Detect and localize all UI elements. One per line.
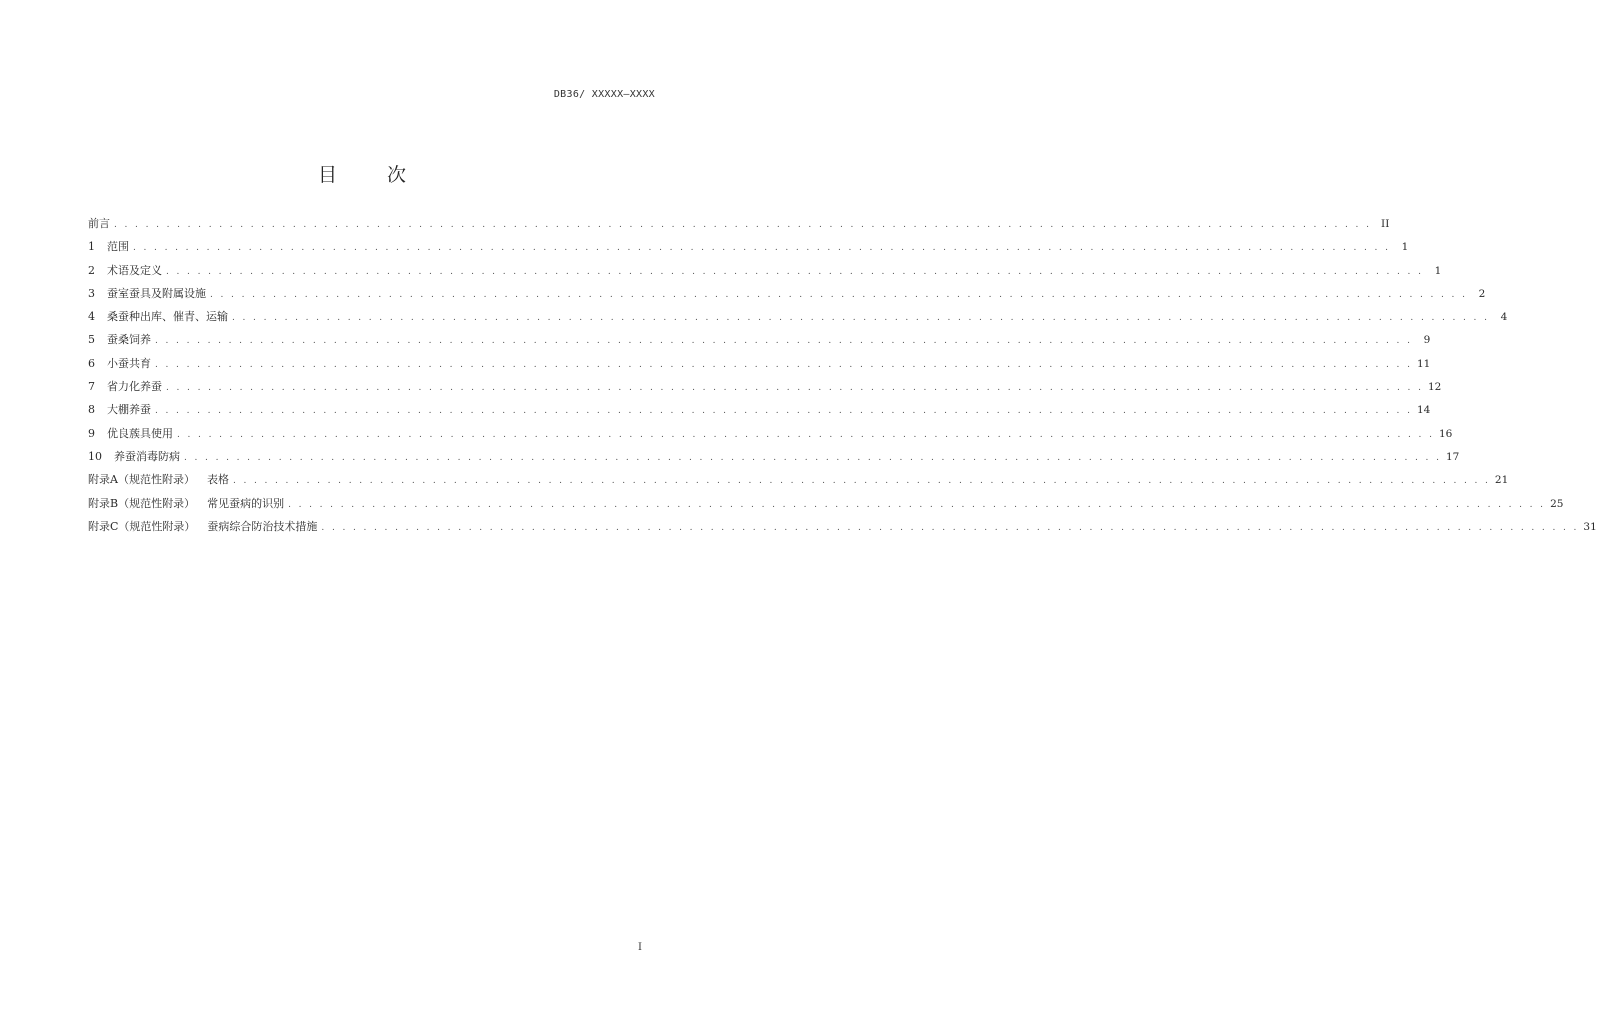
toc-entry-page: 9 bbox=[1423, 334, 1431, 347]
toc-entry-text: 术语及定义 bbox=[107, 263, 162, 277]
toc-entry-number: 1 bbox=[88, 240, 95, 254]
toc-leader-dots: . . . . . . . . . . . . . . . . . . . . . . . . . . . . . . . . . . . . . . . . . . . . . . . . . . . . . . . . . . . . . . . . . . . . . . . . . . . . . . . . . . . . . . . . . . . . . . . . . . . . . . . . . . . . . . . . . . . . . . . . bbox=[155, 406, 1413, 417]
toc-leader-dots: . . . . . . . . . . . . . . . . . . . . . . . . . . . . . . . . . . . . . . . . . . . . . . . . . . . . . . . . . . . . . . . . . . . . . . . . . . . . . . . . . . . . . . . . . . . . . . . . . . . . . . . . . . . . . . . . . . . . . . . . bbox=[232, 313, 1490, 324]
toc-entry[interactable] bbox=[88, 496, 1564, 520]
toc-leader-dots: . . . . . . . . . . . . . . . . . . . . . . . . . . . . . . . . . . . . . . . . . . . . . . . . . . . . . . . . . . . . . . . . . . . . . . . . . . . . . . . . . . . . . . . . . . . . . . . . . . . . . . . . . . . . . . . . . . . . . . . . bbox=[155, 359, 1413, 370]
toc-leader-dots: . . . . . . . . . . . . . . . . . . . . . . . . . . . . . . . . . . . . . . . . . . . . . . . . . . . . . . . . . . . . . . . . . . . . . . . . . . . . . . . . . . . . . . . . . . . . . . . . . . . . . . . . . . . . . . . . . . . . . . . . bbox=[133, 243, 1391, 254]
toc-entry-label bbox=[88, 287, 206, 301]
toc-entry[interactable] bbox=[88, 333, 1431, 356]
toc-leader-dots: . . . . . . . . . . . . . . . . . . . . . . . . . . . . . . . . . . . . . . . . . . . . . . . . . . . . . . . . . . . . . . . . . . . . . . . . . . . . . . . . . . . . . . . . . . . . . . . . . . . . . . . . . . . . . . . . . . . . . . . . bbox=[114, 220, 1372, 230]
toc-entry[interactable] bbox=[88, 286, 1486, 310]
toc-entry-page: 11 bbox=[1416, 357, 1431, 370]
toc-entry-text: 桑蚕种出库、催青、运输 bbox=[107, 310, 228, 324]
page-title: 目 次 bbox=[317, 164, 429, 186]
toc-entry-text: 优良蔟具使用 bbox=[107, 426, 173, 440]
toc-leader-dots: . . . . . . . . . . . . . . . . . . . . . . . . . . . . . . . . . . . . . . . . . . . . . . . . . . . . . . . . . . . . . . . . . . . . . . . . . . . . . . . . . . . . . . . . . . . . . . . . . . . . . . . . . . . . . . . . . . . . . . . . bbox=[184, 452, 1442, 463]
toc-entry-number: 附录C（规范性附录） bbox=[88, 519, 196, 533]
toc-entry-label bbox=[88, 450, 180, 464]
toc-entry[interactable] bbox=[88, 263, 1442, 287]
toc-entry-label bbox=[88, 427, 173, 441]
page-number: I bbox=[638, 942, 642, 953]
toc-entry-page: 16 bbox=[1438, 427, 1453, 440]
toc-leader-dots: . . . . . . . . . . . . . . . . . . . . . . . . . . . . . . . . . . . . . . . . . . . . . . . . . . . . . . . . . . . . . . . . . . . . . . . . . . . . . . . . . . . . . . . . . . . . . . . . . . . . . . . . . . . . . . . . . . . . . . . . bbox=[177, 429, 1435, 440]
toc-entry-text: 大棚养蚕 bbox=[107, 403, 151, 417]
toc-entry[interactable] bbox=[88, 310, 1508, 333]
toc-entry-number: 7 bbox=[88, 380, 95, 394]
toc-leader-dots: . . . . . . . . . . . . . . . . . . . . . . . . . . . . . . . . . . . . . . . . . . . . . . . . . . . . . . . . . . . . . . . . . . . . . . . . . . . . . . . . . . . . . . . . . . . . . . . . . . . . . . . . . . . . . . . . . . . . . . . . bbox=[166, 383, 1424, 394]
toc-entry-number: 4 bbox=[88, 310, 95, 324]
toc-entry-label bbox=[88, 473, 229, 487]
toc-leader-dots: . . . . . . . . . . . . . . . . . . . . . . . . . . . . . . . . . . . . . . . . . . . . . . . . . . . . . . . . . . . . . . . . . . . . . . . . . . . . . . . . . . . . . . . . . . . . . . . . . . . . . . . . . . . . . . . . . . . . . . . . bbox=[166, 266, 1424, 277]
toc-entry-page: 25 bbox=[1550, 497, 1564, 510]
toc-entry-number: 5 bbox=[88, 333, 95, 347]
toc-entry-page: 2 bbox=[1478, 287, 1486, 300]
toc-entry-label bbox=[88, 497, 284, 511]
toc-leader-dots: . . . . . . . . . . . . . . . . . . . . . . . . . . . . . . . . . . . . . . . . . . . . . . . . . . . . . . . . . . . . . . . . . . . . . . . . . . . . . . . . . . . . . . . . . . . . . . . . . . . . . . . . . . . . . . . . . . . . . . . . bbox=[232, 476, 1491, 487]
toc-entry-label bbox=[88, 380, 162, 394]
toc-entry-number: 3 bbox=[88, 286, 95, 300]
toc-entry-label bbox=[88, 520, 317, 534]
toc-entry-page: 17 bbox=[1445, 450, 1460, 463]
toc-leader-dots: . . . . . . . . . . . . . . . . . . . . . . . . . . . . . . . . . . . . . . . . . . . . . . . . . . . . . . . . . . . . . . . . . . . . . . . . . . . . . . . . . . . . . . . . . . . . . . . . . . . . . . . . . . . . . . . . . . . . . . . . bbox=[288, 499, 1546, 510]
toc-leader-dots: . . . . . . . . . . . . . . . . . . . . . . . . . . . . . . . . . . . . . . . . . . . . . . . . . . . . . . . . . . . . . . . . . . . . . . . . . . . . . . . . . . . . . . . . . . . . . . . . . . . . . . . . . . . . . . . . . . . . . . . . bbox=[155, 336, 1413, 347]
toc-entry[interactable] bbox=[88, 519, 1597, 543]
toc-entry[interactable] bbox=[88, 240, 1409, 263]
toc-entry-label bbox=[88, 217, 110, 231]
toc-entry-page: 14 bbox=[1416, 404, 1431, 417]
toc-entry-page: 21 bbox=[1494, 474, 1509, 487]
toc-entry-text: 省力化养蚕 bbox=[107, 380, 162, 394]
toc-entry[interactable] bbox=[88, 473, 1509, 496]
toc-entry-text: 蚕桑饲养 bbox=[107, 333, 151, 347]
toc-entry-label bbox=[88, 357, 151, 371]
toc-entry-number: 9 bbox=[88, 426, 95, 440]
toc-entry-text: 蚕病综合防治技术措施 bbox=[207, 519, 318, 533]
toc-entry[interactable] bbox=[88, 403, 1431, 426]
toc-leader-dots: . . . . . . . . . . . . . . . . . . . . . . . . . . . . . . . . . . . . . . . . . . . . . . . . . . . . . . . . . . . . . . . . . . . . . . . . . . . . . . . . . . . . . . . . . . . . . . . . . . . . . . . . . . . . . . . . . . . . . . . . bbox=[321, 522, 1579, 533]
toc-entry-label bbox=[88, 310, 228, 324]
toc-entry-number: 附录B（规范性附录） bbox=[88, 496, 196, 510]
toc-entry-text: 前言 bbox=[88, 217, 110, 230]
toc-entry-label bbox=[88, 264, 162, 278]
toc-entry-number: 附录A（规范性附录） bbox=[88, 473, 195, 487]
toc-entry-label bbox=[88, 333, 151, 347]
toc-entry-text: 常见蚕病的识别 bbox=[207, 496, 285, 510]
toc-entry-text: 养蚕消毒防病 bbox=[114, 449, 180, 463]
toc-entry-page: II bbox=[1381, 218, 1390, 230]
toc-entry-page: 31 bbox=[1583, 520, 1597, 533]
toc-entry[interactable] bbox=[88, 380, 1442, 403]
toc-entry-label bbox=[88, 240, 129, 254]
toc-entry[interactable] bbox=[88, 426, 1453, 450]
toc-entry-page: 12 bbox=[1427, 381, 1442, 394]
toc-entry[interactable] bbox=[88, 356, 1431, 380]
toc-entry-number: 2 bbox=[88, 263, 95, 277]
document-code: DB36/ XXXXX—XXXX bbox=[553, 89, 655, 100]
toc-entry-page: 1 bbox=[1434, 264, 1442, 277]
toc-entry-text: 表格 bbox=[206, 473, 229, 487]
toc-leader-dots: . . . . . . . . . . . . . . . . . . . . . . . . . . . . . . . . . . . . . . . . . . . . . . . . . . . . . . . . . . . . . . . . . . . . . . . . . . . . . . . . . . . . . . . . . . . . . . . . . . . . . . . . . . . . . . . . . . . . . . . . bbox=[210, 289, 1468, 300]
toc-entry-text: 范围 bbox=[107, 240, 129, 254]
toc-entry-text: 小蚕共育 bbox=[107, 356, 151, 370]
toc-entry-number: 10 bbox=[88, 449, 102, 463]
toc-entry-number: 8 bbox=[88, 403, 95, 417]
table-of-contents bbox=[88, 217, 1597, 543]
toc-entry-text: 蚕室蚕具及附属设施 bbox=[107, 286, 206, 300]
toc-entry-label bbox=[88, 403, 151, 417]
toc-entry-page: 1 bbox=[1401, 241, 1409, 254]
toc-entry[interactable] bbox=[88, 217, 1390, 240]
toc-entry-number: 6 bbox=[88, 356, 95, 370]
toc-entry-page: 4 bbox=[1500, 311, 1508, 324]
toc-entry[interactable] bbox=[88, 449, 1460, 473]
